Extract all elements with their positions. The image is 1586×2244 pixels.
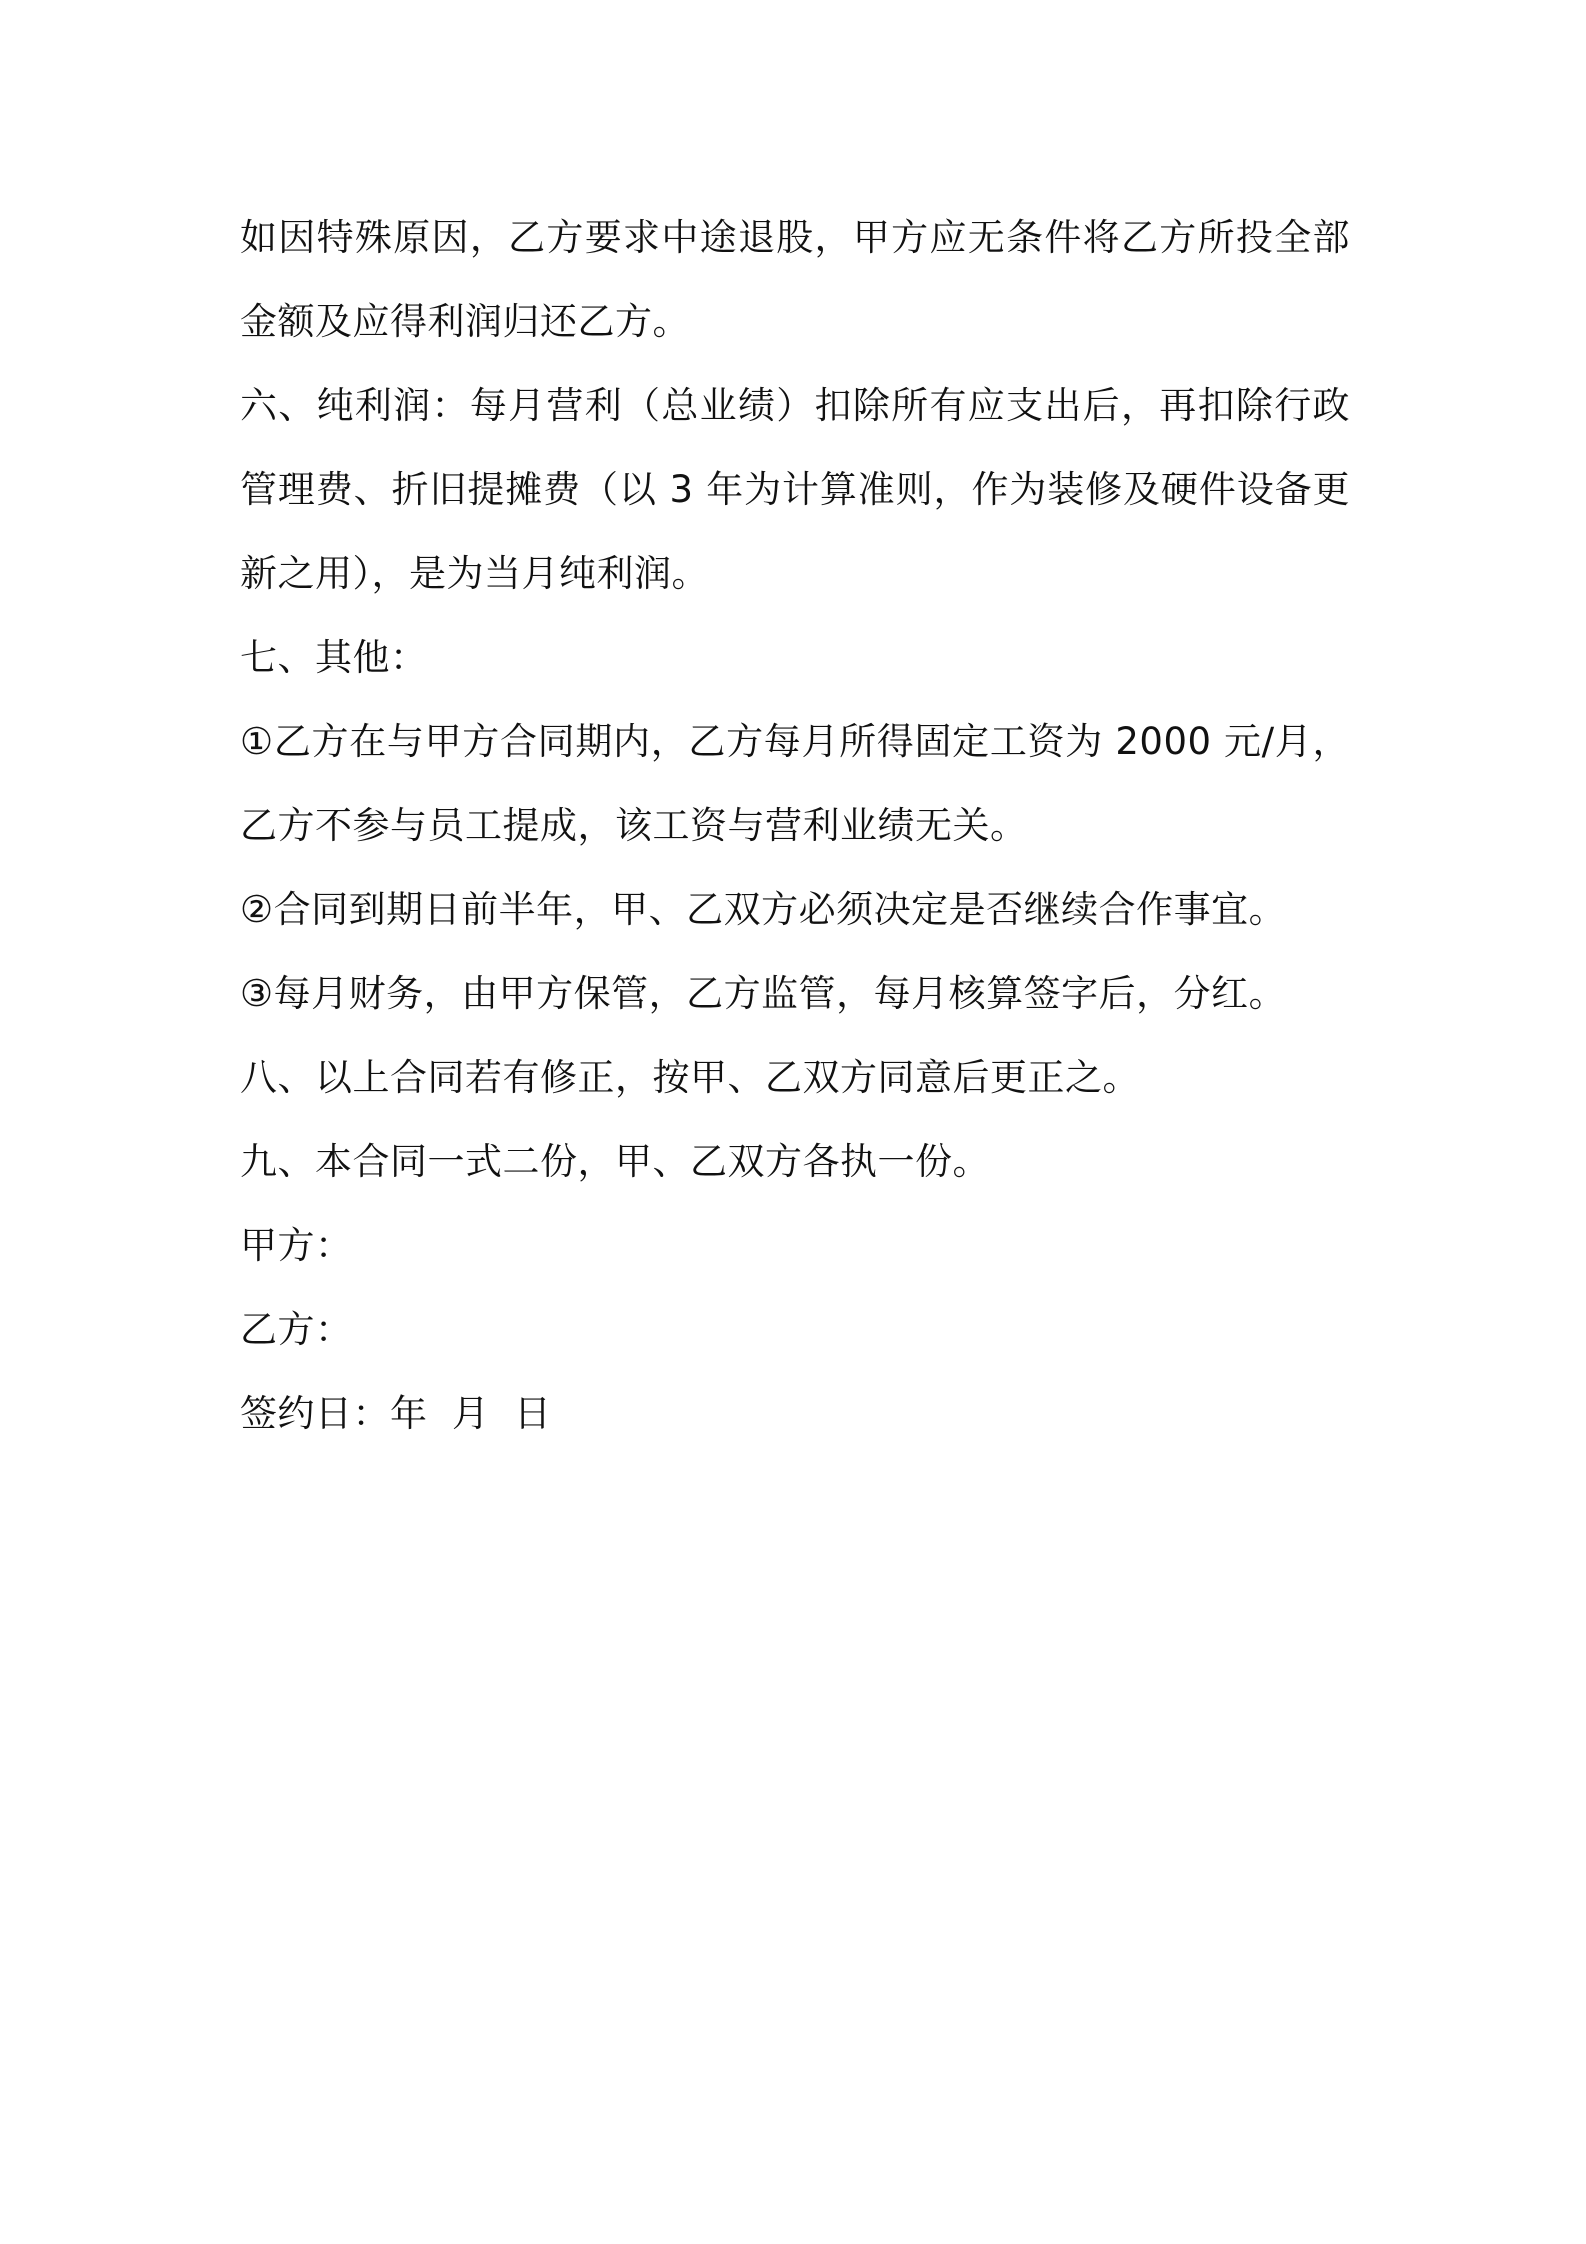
clause-withdrawal-paragraph: 如因特殊原因，乙方要求中途退股，甲方应无条件将乙方所投全部金额及应得利润归还乙方。 <box>240 216 1350 343</box>
clause-seven-item-3: ③每月财务，由甲方保管，乙方监管，每月核算签字后，分红。 <box>240 972 1287 1015</box>
clause-seven-item-2: ②合同到期日前半年，甲、乙双方必须决定是否继续合作事宜。 <box>240 888 1287 931</box>
clause-six-net-profit: 六、纯利润：每月营利（总业绩）扣除所有应支出后，再扣除行政管理费、折旧提摊费（以 3 年为计算准则，作为装修及硬件设备更新之用），是为当月纯利润。 <box>240 384 1350 595</box>
clause-seven-item-1: ①乙方在与甲方合同期内，乙方每月所得固定工资为 2000 元/月，乙方不参与员工提成，该工资与营利业绩无关。 <box>240 720 1350 847</box>
party-a-signature-label: 甲方： <box>240 1224 353 1267</box>
clause-nine-copies: 九、本合同一式二份，甲、乙双方各执一份。 <box>240 1140 990 1183</box>
party-b-signature-label: 乙方： <box>240 1308 353 1351</box>
clause-eight-amendment: 八、以上合同若有修正，按甲、乙双方同意后更正之。 <box>240 1056 1140 1099</box>
contract-body <box>240 196 1350 1456</box>
clause-seven-heading: 七、其他： <box>240 636 428 679</box>
sign-date-label: 签约日：年 月 日 <box>240 1392 552 1435</box>
